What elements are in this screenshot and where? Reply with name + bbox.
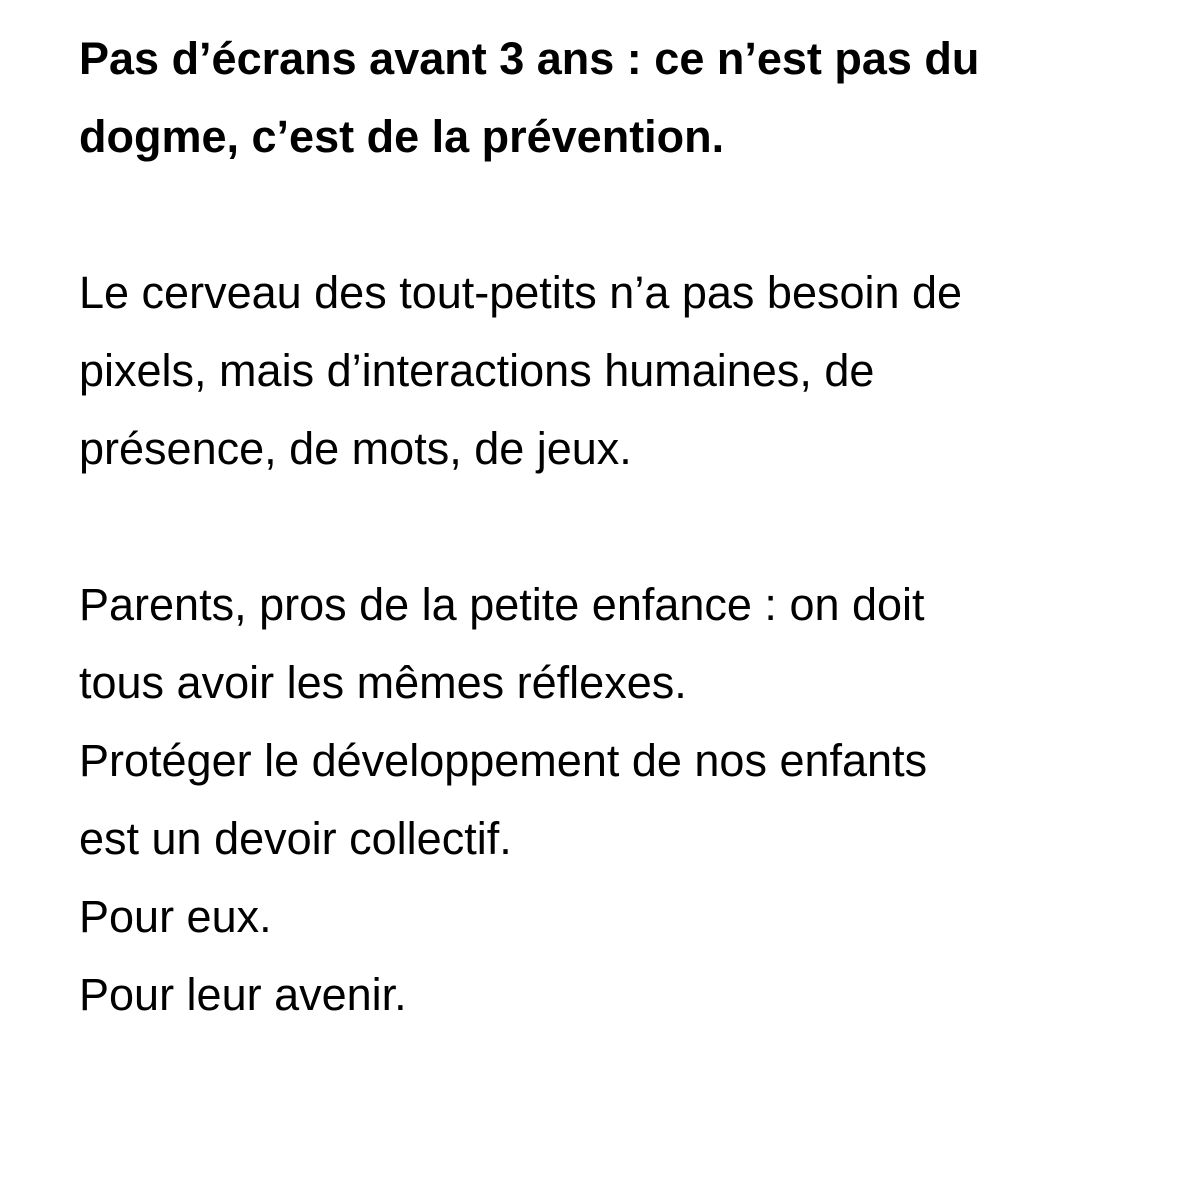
- paragraph-line: Pour leur avenir.: [79, 969, 407, 1020]
- paragraph-line: tous avoir les mêmes réflexes.: [79, 657, 687, 708]
- paragraph-line: Le cerveau des tout-petits n’a pas besoin de: [79, 267, 963, 318]
- heading-line: Pas d’écrans avant 3 ans : ce n’est pas du: [79, 33, 980, 84]
- paragraph-line: présence, de mots, de jeux.: [79, 423, 632, 474]
- paragraph-line: Pour eux.: [79, 891, 272, 942]
- paragraph-line: est un devoir collectif.: [79, 813, 512, 864]
- paragraph-line: pixels, mais d’interactions humaines, de: [79, 345, 875, 396]
- paragraph-spacer: [79, 176, 1139, 254]
- paragraph-spacer: [79, 488, 1139, 566]
- heading-line: dogme, c’est de la prévention.: [79, 111, 725, 162]
- paragraph-line: Protéger le développement de nos enfants: [79, 735, 928, 786]
- note-body: [79, 20, 1139, 1034]
- paragraph-line: Parents, pros de la petite enfance : on doit: [79, 579, 925, 630]
